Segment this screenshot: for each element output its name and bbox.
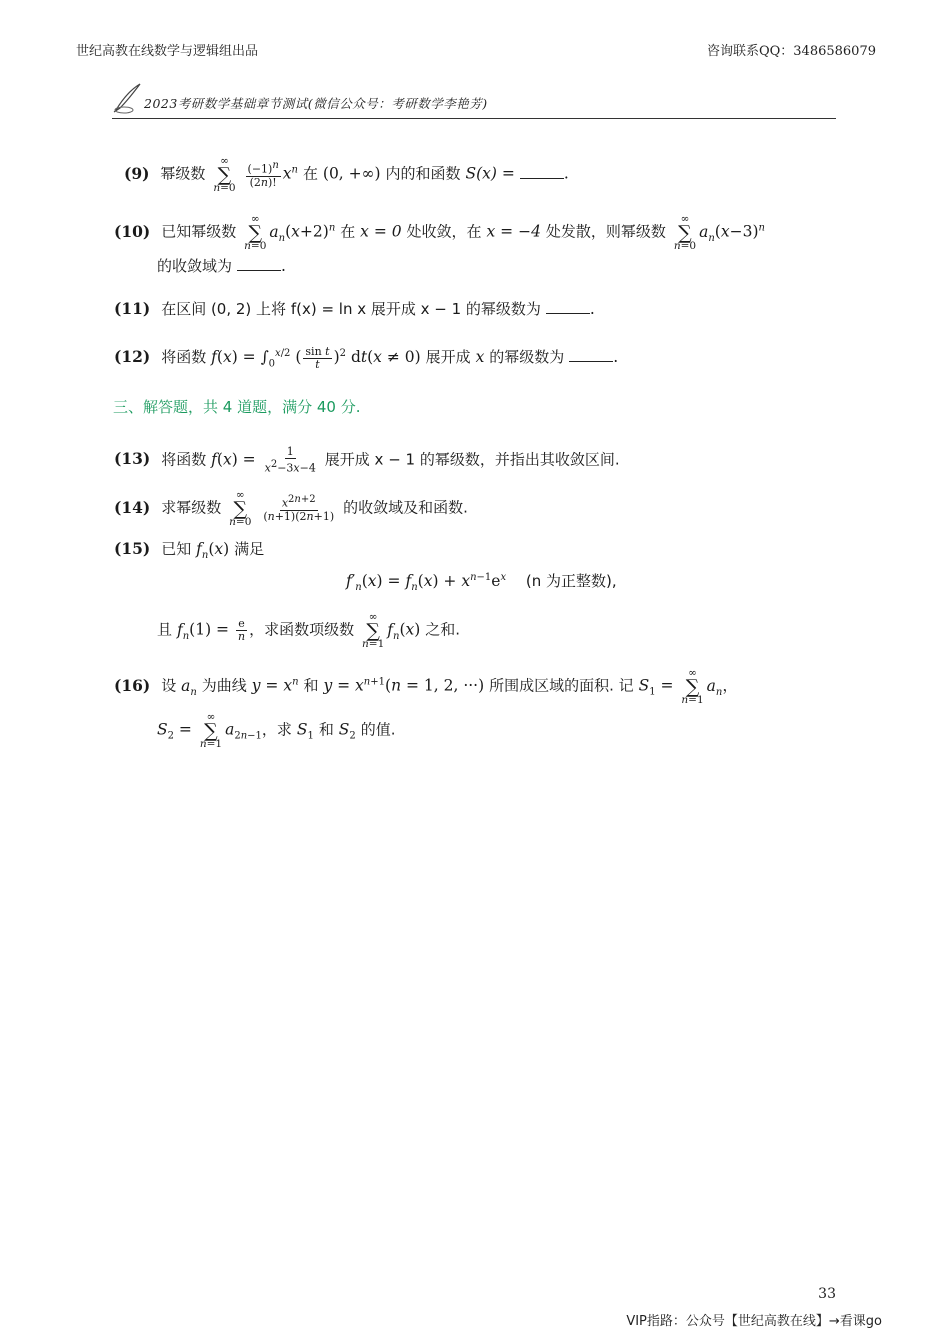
problem-12: (12) 将函数 $f(x) = \int_0^{x/2}$ ( $\frac{\text{sin t}}{t}$ )$^2$ dt(x ≠ 0) 展开成 x 的幂级数为 . <box>114 344 619 371</box>
text: 已知 <box>161 540 192 558</box>
text: 求幂级数 <box>161 498 222 517</box>
problem-number: (15) <box>114 539 151 558</box>
text: ，求函数项级数 <box>249 620 355 639</box>
fraction: $\frac{e}{n}$ <box>237 617 246 643</box>
fraction: $\frac{(-1)^n}{(2n)!}$ <box>247 160 279 189</box>
text: 且 <box>157 620 173 639</box>
math: x <box>475 348 485 367</box>
text: 已知幂级数 <box>161 222 237 241</box>
sum-symbol: ∞ ∑ n=1 <box>681 667 704 706</box>
text: 处发散，则幂级数 <box>545 222 666 241</box>
answer-blank[interactable] <box>569 347 613 362</box>
problem-11 <box>114 298 595 320</box>
text: 将函数 <box>161 348 207 367</box>
interval: (0, +∞) <box>322 164 381 183</box>
answer-blank[interactable] <box>520 164 564 179</box>
problem-13: (13) 将函数 f(x) = $\frac{1}{x^2-3x-4}$ 展开成 x − 1 的幂级数，并指出其收敛区间. <box>114 445 620 475</box>
text: . <box>613 348 619 367</box>
banner-title: 2023考研数学基础章节测试(微信公众号：考研数学李艳芳) <box>144 96 488 111</box>
text: 在区间 (0, 2) 上将 f(x) = ln x 展开成 x − 1 的幂级数为 <box>161 300 541 318</box>
sum-symbol: ∞ ∑ n=0 <box>229 489 252 528</box>
problem-number: (16) <box>114 675 151 695</box>
text: . <box>589 300 595 318</box>
problem-10: (10) 已知幂级数 ∞ ∑ n=0 $a_n(x+2)^n$ 在 x = 0 处收敛，在 x = −4 处发散，则幂级数 ∞ ∑ n=0 $a_n(x-3)^n$ <box>114 213 765 252</box>
math: x = −4 <box>486 222 541 241</box>
sum-symbol: ∞ ∑ n=1 <box>199 711 223 750</box>
banner <box>112 80 836 119</box>
text: 幂级数 <box>160 164 206 183</box>
quill-pen-icon <box>112 80 144 114</box>
equation-15: $f'_n(x) = f_n(x) + x^{n-1}e^x$ (n 为正整数), <box>346 571 617 594</box>
text: 展开成 <box>425 348 471 367</box>
math: S(x) = <box>465 164 515 183</box>
answer-blank[interactable] <box>546 299 590 314</box>
sum-symbol: ∞ ∑ n=0 <box>244 213 267 252</box>
problem-16-line2: $S_2$ = ∞ ∑ n=1 $a_{2n-1}$，求 $S_1$ 和 $S_2$ 的值. <box>157 711 396 750</box>
problem-16: (16) 设 $a_n$ 为曲线 $y = x^n$ 和 $y = x^{n+1}(n = 1$, 2, ···) 所围成区域的面积. 记 $S_1$ = ∞ ∑ n=1 $a_n$， <box>114 667 738 706</box>
fraction: $\frac{x^{2n+2}}{(n+1)(2n+1)}$ <box>263 494 335 523</box>
text: 的收敛域及和函数. <box>343 498 468 517</box>
problem-9: (9) 幂级数 ∞ ∑ n=0 $\frac{(-1)^n}{(2n)!}$ $x^n$ 在 (0, +∞) 内的和函数 S(x) = . <box>124 155 569 194</box>
text: 所围成区域的面积. 记 <box>489 676 634 695</box>
text: 在 <box>340 222 356 241</box>
text: 满足 <box>234 540 265 558</box>
text: (n 为正整数), <box>525 572 617 590</box>
problem-10-line2 <box>157 255 286 277</box>
sum-symbol: ∞ ∑ n=1 <box>362 611 385 650</box>
header-left: 世纪高教在线数学与逻辑组出品 <box>76 44 259 59</box>
problem-number: (14) <box>114 497 151 517</box>
sum-symbol: ∞ ∑ n=0 <box>673 213 697 252</box>
math: x = 0 <box>360 222 402 241</box>
text: 和 <box>318 720 334 739</box>
fraction: $\frac{1}{x^2-3x-4}$ <box>264 445 316 475</box>
text: 的值. <box>360 720 396 739</box>
text: 展开成 x − 1 的幂级数，并指出其收敛区间. <box>324 450 620 469</box>
problem-number: (9) <box>124 163 150 183</box>
text: 的幂级数为 <box>489 348 565 367</box>
text: . <box>280 257 286 275</box>
problem-number: (10) <box>114 221 151 241</box>
problem-15-line3: 且 $f_n(1)$ = $\frac{e}{n}$ ，求函数项级数 ∞ ∑ n=1 $f_n(x)$ 之和. <box>157 611 461 650</box>
footer-link[interactable]: VIP指路：公众号【世纪高教在线】→看课go <box>626 1314 882 1329</box>
text: 为曲线 <box>201 676 247 695</box>
page-number: 33 <box>818 1286 836 1302</box>
text: 和 <box>303 676 319 695</box>
problem-15: (15) 已知 $f_n(x)$ 满足 <box>114 539 265 562</box>
text: 的收敛域为 <box>157 257 233 275</box>
problem-number: (13) <box>114 449 151 469</box>
problem-number: (11) <box>114 299 151 318</box>
text: 将函数 <box>161 450 207 469</box>
text: 处收敛，在 <box>406 222 482 241</box>
text: 内的和函数 <box>385 164 461 183</box>
section-title: 三、解答题，共 4 道题，满分 40 分. <box>113 398 361 416</box>
header-right: 咨询联系QQ：3486586079 <box>706 44 876 59</box>
text: 设 <box>161 676 177 695</box>
text: . <box>563 164 569 183</box>
problem-14 <box>114 490 468 527</box>
text: 在 <box>302 164 318 183</box>
fraction: $\frac{\text{sin t}}{t}$ <box>305 344 330 371</box>
text: ，求 <box>261 720 292 739</box>
problem-number: (12) <box>114 347 151 367</box>
sum-symbol: ∞ ∑ n=0 <box>213 155 236 194</box>
text: 之和. <box>425 620 461 639</box>
answer-blank[interactable] <box>237 256 281 271</box>
